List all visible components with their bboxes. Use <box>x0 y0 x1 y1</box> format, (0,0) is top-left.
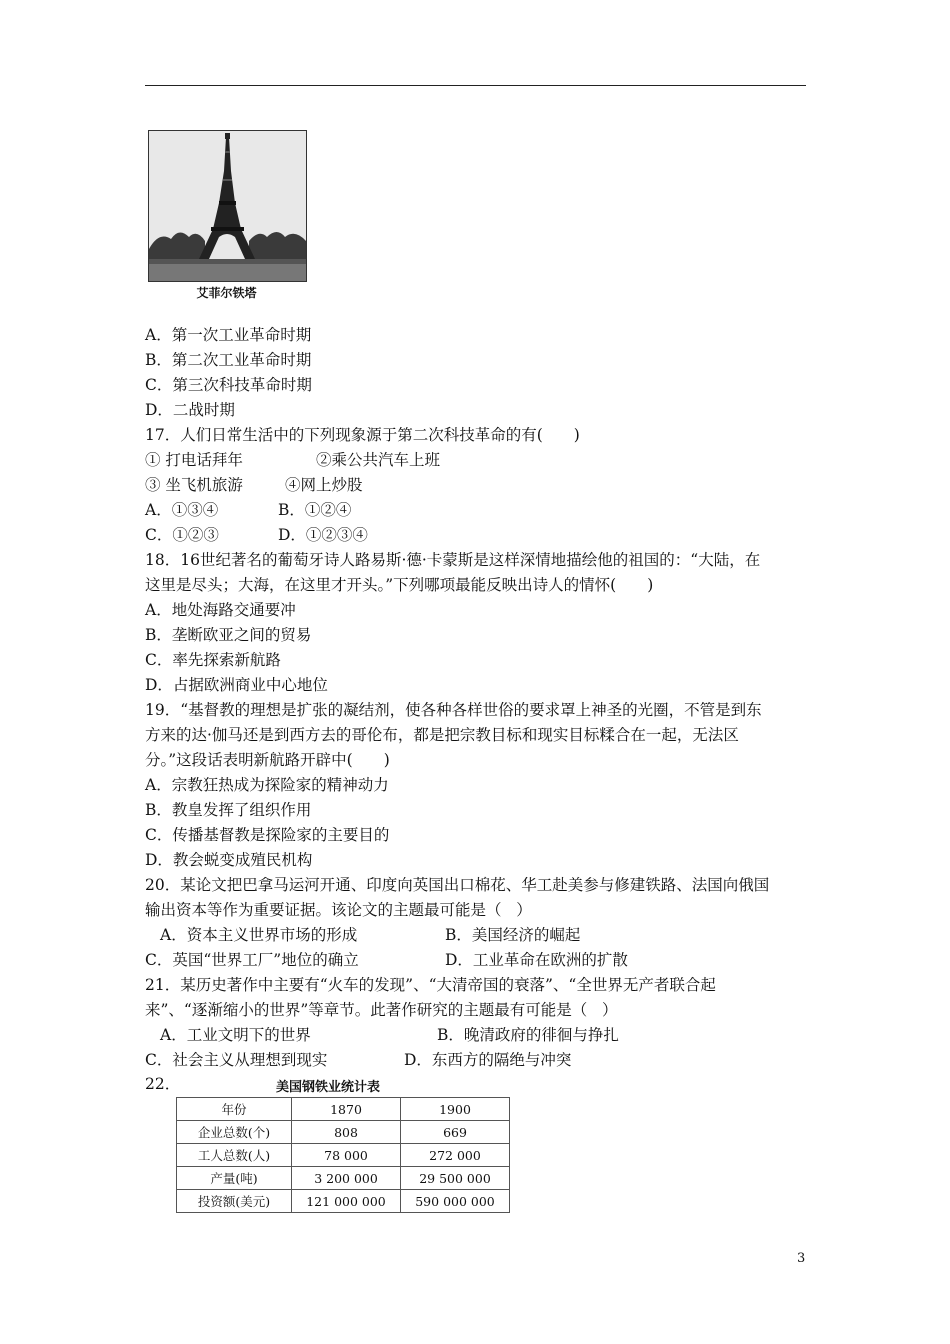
q18-option-d: D．占据欧洲商业中心地位 <box>145 676 328 694</box>
table-cell: 投资额(美元) <box>177 1190 292 1213</box>
table-cell: 669 <box>401 1121 510 1144</box>
q17-option-a: A．①③④ <box>145 501 219 519</box>
table-row <box>177 1121 510 1144</box>
table-row <box>177 1190 510 1213</box>
q17-option-b: B．①②④ <box>278 501 352 519</box>
q21-stem-line-1: 21．某历史著作中主要有“火车的发现”、“大清帝国的衰落”、“全世界无产者联合起 <box>145 976 716 994</box>
table-cell: 3 200 000 <box>292 1167 401 1190</box>
q20-option-c: C．英国“世界工厂”地位的确立 <box>145 951 359 969</box>
table-cell: 29 500 000 <box>401 1167 510 1190</box>
q17-option-c: C．①②③ <box>145 526 219 544</box>
q21-stem-line-2: 来”、“逐渐缩小的世界”等章节。此著作研究的主题最有可能是（ ） <box>145 1001 618 1019</box>
q20-option-d: D．工业革命在欧洲的扩散 <box>445 951 628 969</box>
table-cell: 808 <box>292 1121 401 1144</box>
table-cell: 272 000 <box>401 1144 510 1167</box>
table-header-cell: 1870 <box>292 1098 401 1121</box>
table-header-cell: 1900 <box>401 1098 510 1121</box>
table-cell: 工人总数(人) <box>177 1144 292 1167</box>
q17-item-1: ① 打电话拜年 <box>145 451 243 469</box>
page-number: 3 <box>797 1251 806 1266</box>
q18-option-a: A．地处海路交通要冲 <box>145 601 296 619</box>
q16-option-a: A．第一次工业革命时期 <box>145 326 312 344</box>
q21-option-c: C．社会主义从理想到现实 <box>145 1051 328 1069</box>
q16-option-c: C．第三次科技革命时期 <box>145 376 312 394</box>
q20-option-a: A．资本主义世界市场的形成 <box>160 926 358 944</box>
header-rule <box>145 85 806 86</box>
q17-option-d: D．①②③④ <box>278 526 368 544</box>
q19-option-d: D．教会蜕变成殖民机构 <box>145 851 313 869</box>
q22-number: 22． <box>145 1075 181 1093</box>
figure-caption: 艾菲尔铁塔 <box>196 286 257 300</box>
table-header-cell: 年份 <box>177 1098 292 1121</box>
q16-option-d: D．二战时期 <box>145 401 235 419</box>
q18-stem-line-1: 18．16世纪著名的葡萄牙诗人路易斯·德·卡蒙斯是这样深情地描绘他的祖国的：“大陆，在 <box>145 551 761 569</box>
steel-statistics-table <box>176 1097 510 1213</box>
q21-option-d: D．东西方的隔绝与冲突 <box>404 1051 572 1069</box>
q19-stem-line-1: 19．“基督教的理想是扩张的凝结剂，使各种各样世俗的要求罩上神圣的光圈，不管是到东 <box>145 701 762 719</box>
table-cell: 590 000 000 <box>401 1190 510 1213</box>
q20-stem-line-2: 输出资本等作为重要证据。该论文的主题最可能是（ ） <box>145 901 532 919</box>
eiffel-tower-image <box>148 130 307 282</box>
q19-stem-line-2: 方来的达·伽马还是到西方去的哥伦布，都是把宗教目标和现实目标糅合在一起，无法区 <box>145 726 739 744</box>
table-row <box>177 1167 510 1190</box>
table-row <box>177 1144 510 1167</box>
q17-item-3: ③ 坐飞机旅游 <box>145 476 243 494</box>
q17-item-2: ②乘公共汽车上班 <box>316 451 441 469</box>
q19-stem-line-3: 分。”这段话表明新航路开辟中( ) <box>145 751 390 769</box>
q21-option-a: A．工业文明下的世界 <box>160 1026 311 1044</box>
q20-option-b: B．美国经济的崛起 <box>445 926 581 944</box>
q17-item-4: ④网上炒股 <box>285 476 363 494</box>
q19-option-c: C．传播基督教是探险家的主要目的 <box>145 826 390 844</box>
table-cell: 121 000 000 <box>292 1190 401 1213</box>
q19-option-b: B．教皇发挥了组织作用 <box>145 801 312 819</box>
q19-option-a: A．宗教狂热成为探险家的精神动力 <box>145 776 389 794</box>
q20-stem-line-1: 20．某论文把巴拿马运河开通、印度向英国出口棉花、华工赴美参与修建铁路、法国向俄国 <box>145 876 770 894</box>
q17-stem: 17．人们日常生活中的下列现象源于第二次科技革命的有( ) <box>145 426 580 444</box>
table-cell: 78 000 <box>292 1144 401 1167</box>
steel-table-title: 美国钢铁业统计表 <box>276 1080 381 1095</box>
q18-option-c: C．率先探索新航路 <box>145 651 281 669</box>
q18-stem-line-2: 这里是尽头；大海，在这里才开头。”下列哪项最能反映出诗人的情怀( ) <box>145 576 654 594</box>
q16-option-b: B．第二次工业革命时期 <box>145 351 312 369</box>
table-header-row <box>177 1098 510 1121</box>
q21-option-b: B．晚清政府的徘徊与挣扎 <box>437 1026 619 1044</box>
table-cell: 企业总数(个) <box>177 1121 292 1144</box>
q18-option-b: B．垄断欧亚之间的贸易 <box>145 626 312 644</box>
table-cell: 产量(吨) <box>177 1167 292 1190</box>
